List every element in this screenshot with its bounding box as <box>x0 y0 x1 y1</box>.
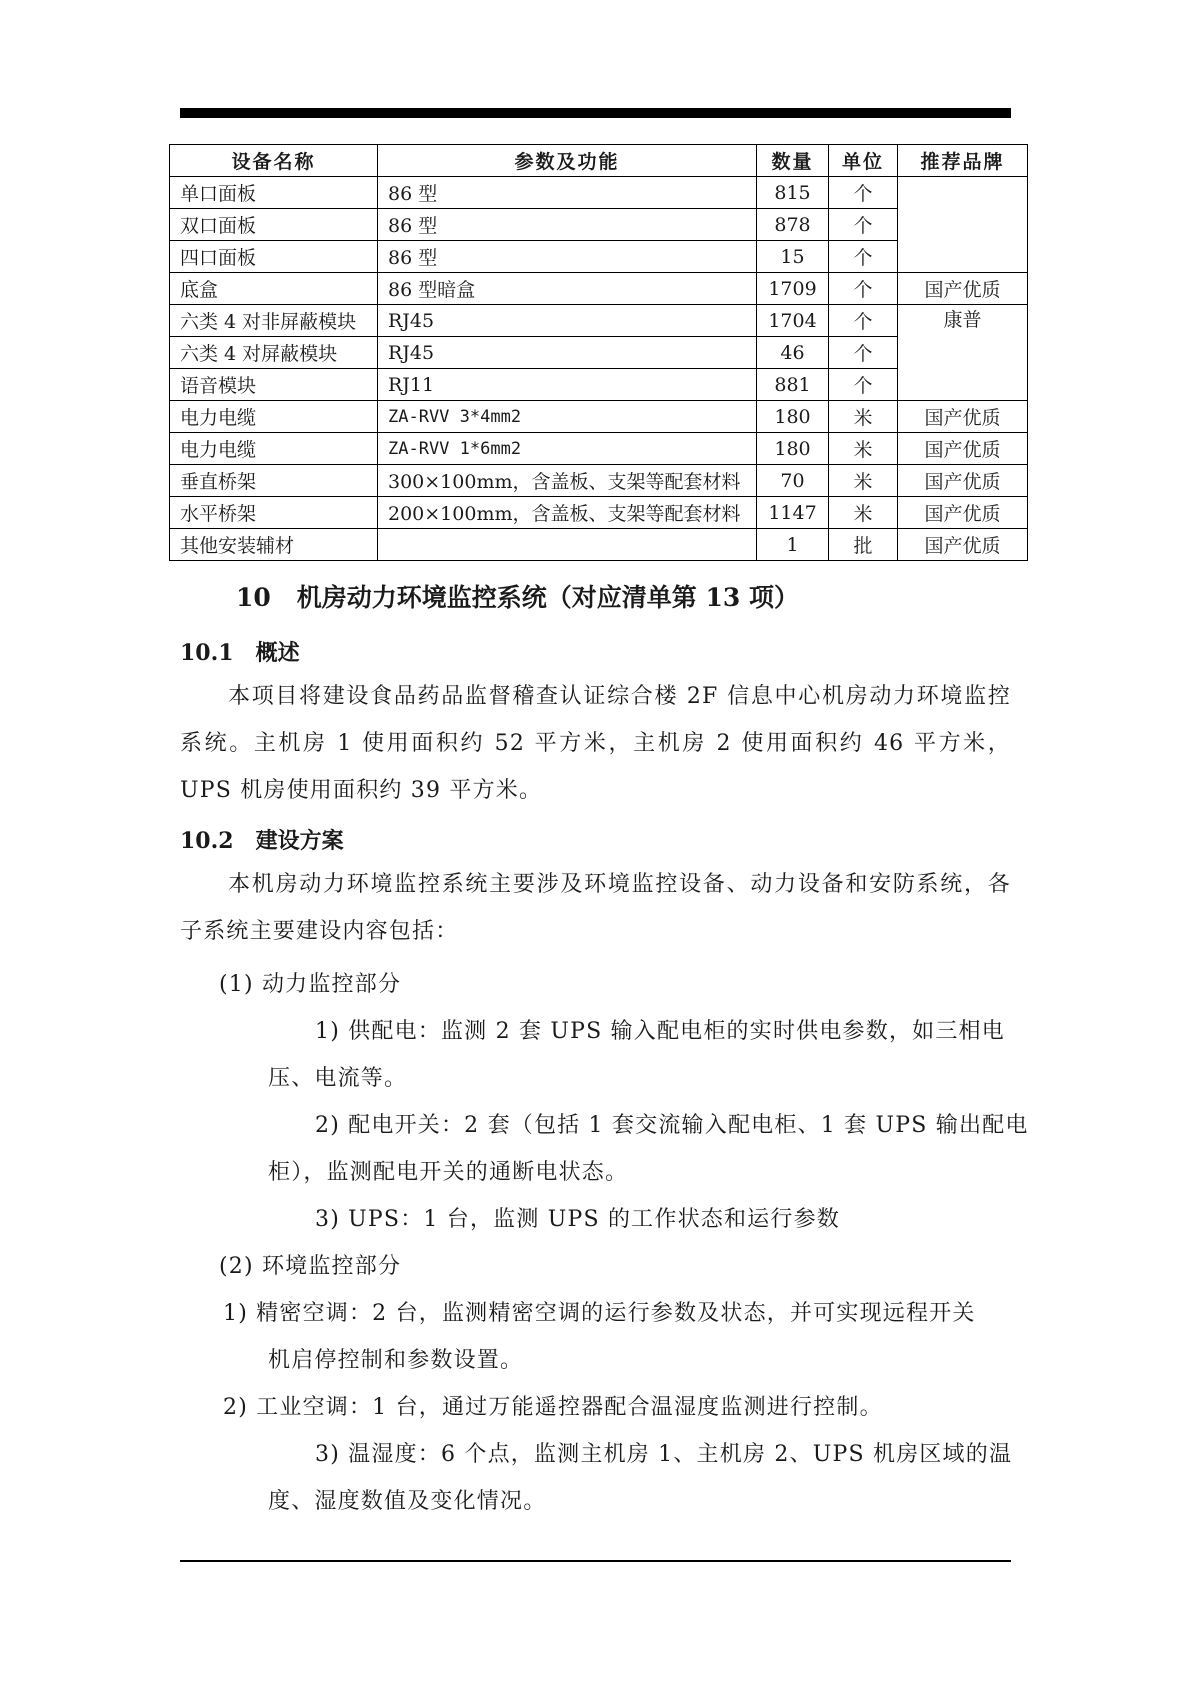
subsection-title: 概述 <box>255 640 300 666</box>
cell-spec: RJ45 <box>378 337 757 369</box>
cell-unit: 批 <box>829 529 898 561</box>
section-number: 10 <box>236 583 271 612</box>
cell-unit: 米 <box>829 433 898 465</box>
plan-paragraph: 本机房动力环境监控系统主要涉及环境监控设备、动力设备和安防系统，各子系统主要建设内容包括： <box>180 872 1011 944</box>
overview-paragraph: 本项目将建设食品药品监督稽查认证综合楼 2F 信息中心机房动力环境监控系统。主机房 1 使用面积约 52 平方米，主机房 2 使用面积约 46 平方米，UPS 机房使用面积约 39 平方米。 <box>180 684 1011 803</box>
table-row <box>170 465 1028 497</box>
list-heading: (2) 环境监控部分 <box>219 1254 402 1279</box>
footer-rule <box>180 1560 1011 1562</box>
subsection-number: 10.2 <box>180 828 234 854</box>
list-item: 2) 工业空调：1 台，通过万能遥控器配合温湿度监测进行控制。 <box>223 1395 883 1420</box>
list-item-continued: 机启停控制和参数设置。 <box>268 1348 524 1373</box>
table-row <box>170 433 1028 465</box>
cell-name: 六类 4 对屏蔽模块 <box>170 337 378 369</box>
list-item: 1) 供配电：监测 2 套 UPS 输入配电柜的实时供电参数，如三相电 <box>315 1019 1005 1044</box>
cell-qty: 15 <box>757 241 829 273</box>
cell-spec: RJ11 <box>378 369 757 401</box>
cell-qty: 180 <box>757 401 829 433</box>
cell-name: 语音模块 <box>170 369 378 401</box>
subsection-heading <box>180 824 1011 855</box>
cell-name: 水平桥架 <box>170 497 378 529</box>
header-rule <box>180 108 1011 118</box>
cell-spec: 200×100mm，含盖板、支架等配套材料 <box>378 497 757 529</box>
cell-name: 电力电缆 <box>170 433 378 465</box>
cell-brand: 国产优质 <box>898 273 1028 305</box>
subsection-heading <box>180 636 1011 667</box>
cell-brand: 国产优质 <box>898 465 1028 497</box>
cell-qty: 815 <box>757 177 829 209</box>
equipment-table <box>169 144 1028 561</box>
cell-qty: 878 <box>757 209 829 241</box>
cell-qty: 1 <box>757 529 829 561</box>
cell-unit: 个 <box>829 337 898 369</box>
cell-qty: 881 <box>757 369 829 401</box>
cell-brand: 国产优质 <box>898 433 1028 465</box>
cell-spec: ZA-RVV 3*4mm2 <box>378 401 757 433</box>
cell-name: 其他安装辅材 <box>170 529 378 561</box>
cell-name: 六类 4 对非屏蔽模块 <box>170 305 378 337</box>
cell-spec: 86 型 <box>378 209 757 241</box>
cell-spec: 300×100mm，含盖板、支架等配套材料 <box>378 465 757 497</box>
section-heading <box>236 578 1067 614</box>
list-item: 3) 温湿度：6 个点，监测主机房 1、主机房 2、UPS 机房区域的温 <box>315 1442 1013 1467</box>
cell-brand-empty <box>898 177 1028 273</box>
table-row <box>170 305 1028 337</box>
cell-brand: 国产优质 <box>898 529 1028 561</box>
cell-qty: 180 <box>757 433 829 465</box>
list-item-continued: 柜），监测配电开关的通断电状态。 <box>268 1160 629 1185</box>
cell-spec: 86 型暗盒 <box>378 273 757 305</box>
cell-brand: 康普 <box>898 305 1028 401</box>
cell-unit: 米 <box>829 401 898 433</box>
cell-unit: 米 <box>829 465 898 497</box>
section-title: 机房动力环境监控系统（对应清单第 13 项） <box>296 583 799 612</box>
cell-qty: 1704 <box>757 305 829 337</box>
cell-qty: 1147 <box>757 497 829 529</box>
list-heading: (1) 动力监控部分 <box>219 972 402 997</box>
cell-unit: 米 <box>829 497 898 529</box>
cell-qty: 70 <box>757 465 829 497</box>
subsection-number: 10.1 <box>180 640 234 666</box>
cell-spec: ZA-RVV 1*6mm2 <box>378 433 757 465</box>
header-name: 设备名称 <box>170 145 378 177</box>
cell-name: 四口面板 <box>170 241 378 273</box>
list-item-continued: 压、电流等。 <box>268 1066 408 1091</box>
table-row <box>170 529 1028 561</box>
cell-unit: 个 <box>829 369 898 401</box>
list-item: 2) 配电开关：2 套（包括 1 套交流输入配电柜、1 套 UPS 输出配电 <box>315 1113 1029 1138</box>
table-row <box>170 273 1028 305</box>
cell-name: 电力电缆 <box>170 401 378 433</box>
list-item: 3) UPS：1 台，监测 UPS 的工作状态和运行参数 <box>315 1207 840 1232</box>
cell-name: 垂直桥架 <box>170 465 378 497</box>
table-row <box>170 177 1028 209</box>
header-brand: 推荐品牌 <box>898 145 1028 177</box>
list-item-continued: 度、湿度数值及变化情况。 <box>268 1489 547 1514</box>
table-header-row <box>170 145 1028 177</box>
header-spec: 参数及功能 <box>378 145 757 177</box>
cell-brand: 国产优质 <box>898 497 1028 529</box>
cell-name: 底盒 <box>170 273 378 305</box>
cell-unit: 个 <box>829 305 898 337</box>
cell-brand: 国产优质 <box>898 401 1028 433</box>
cell-spec: 86 型 <box>378 241 757 273</box>
cell-name: 双口面板 <box>170 209 378 241</box>
cell-spec: 86 型 <box>378 177 757 209</box>
cell-unit: 个 <box>829 209 898 241</box>
cell-spec <box>378 529 757 561</box>
list-item: 1) 精密空调：2 台，监测精密空调的运行参数及状态，并可实现远程开关 <box>223 1301 976 1326</box>
cell-unit: 个 <box>829 177 898 209</box>
cell-unit: 个 <box>829 241 898 273</box>
cell-spec: RJ45 <box>378 305 757 337</box>
cell-qty: 1709 <box>757 273 829 305</box>
table-row <box>170 401 1028 433</box>
cell-unit: 个 <box>829 273 898 305</box>
subsection-title: 建设方案 <box>255 828 344 854</box>
cell-name: 单口面板 <box>170 177 378 209</box>
table-row <box>170 497 1028 529</box>
header-unit: 单位 <box>829 145 898 177</box>
header-qty: 数量 <box>757 145 829 177</box>
cell-qty: 46 <box>757 337 829 369</box>
